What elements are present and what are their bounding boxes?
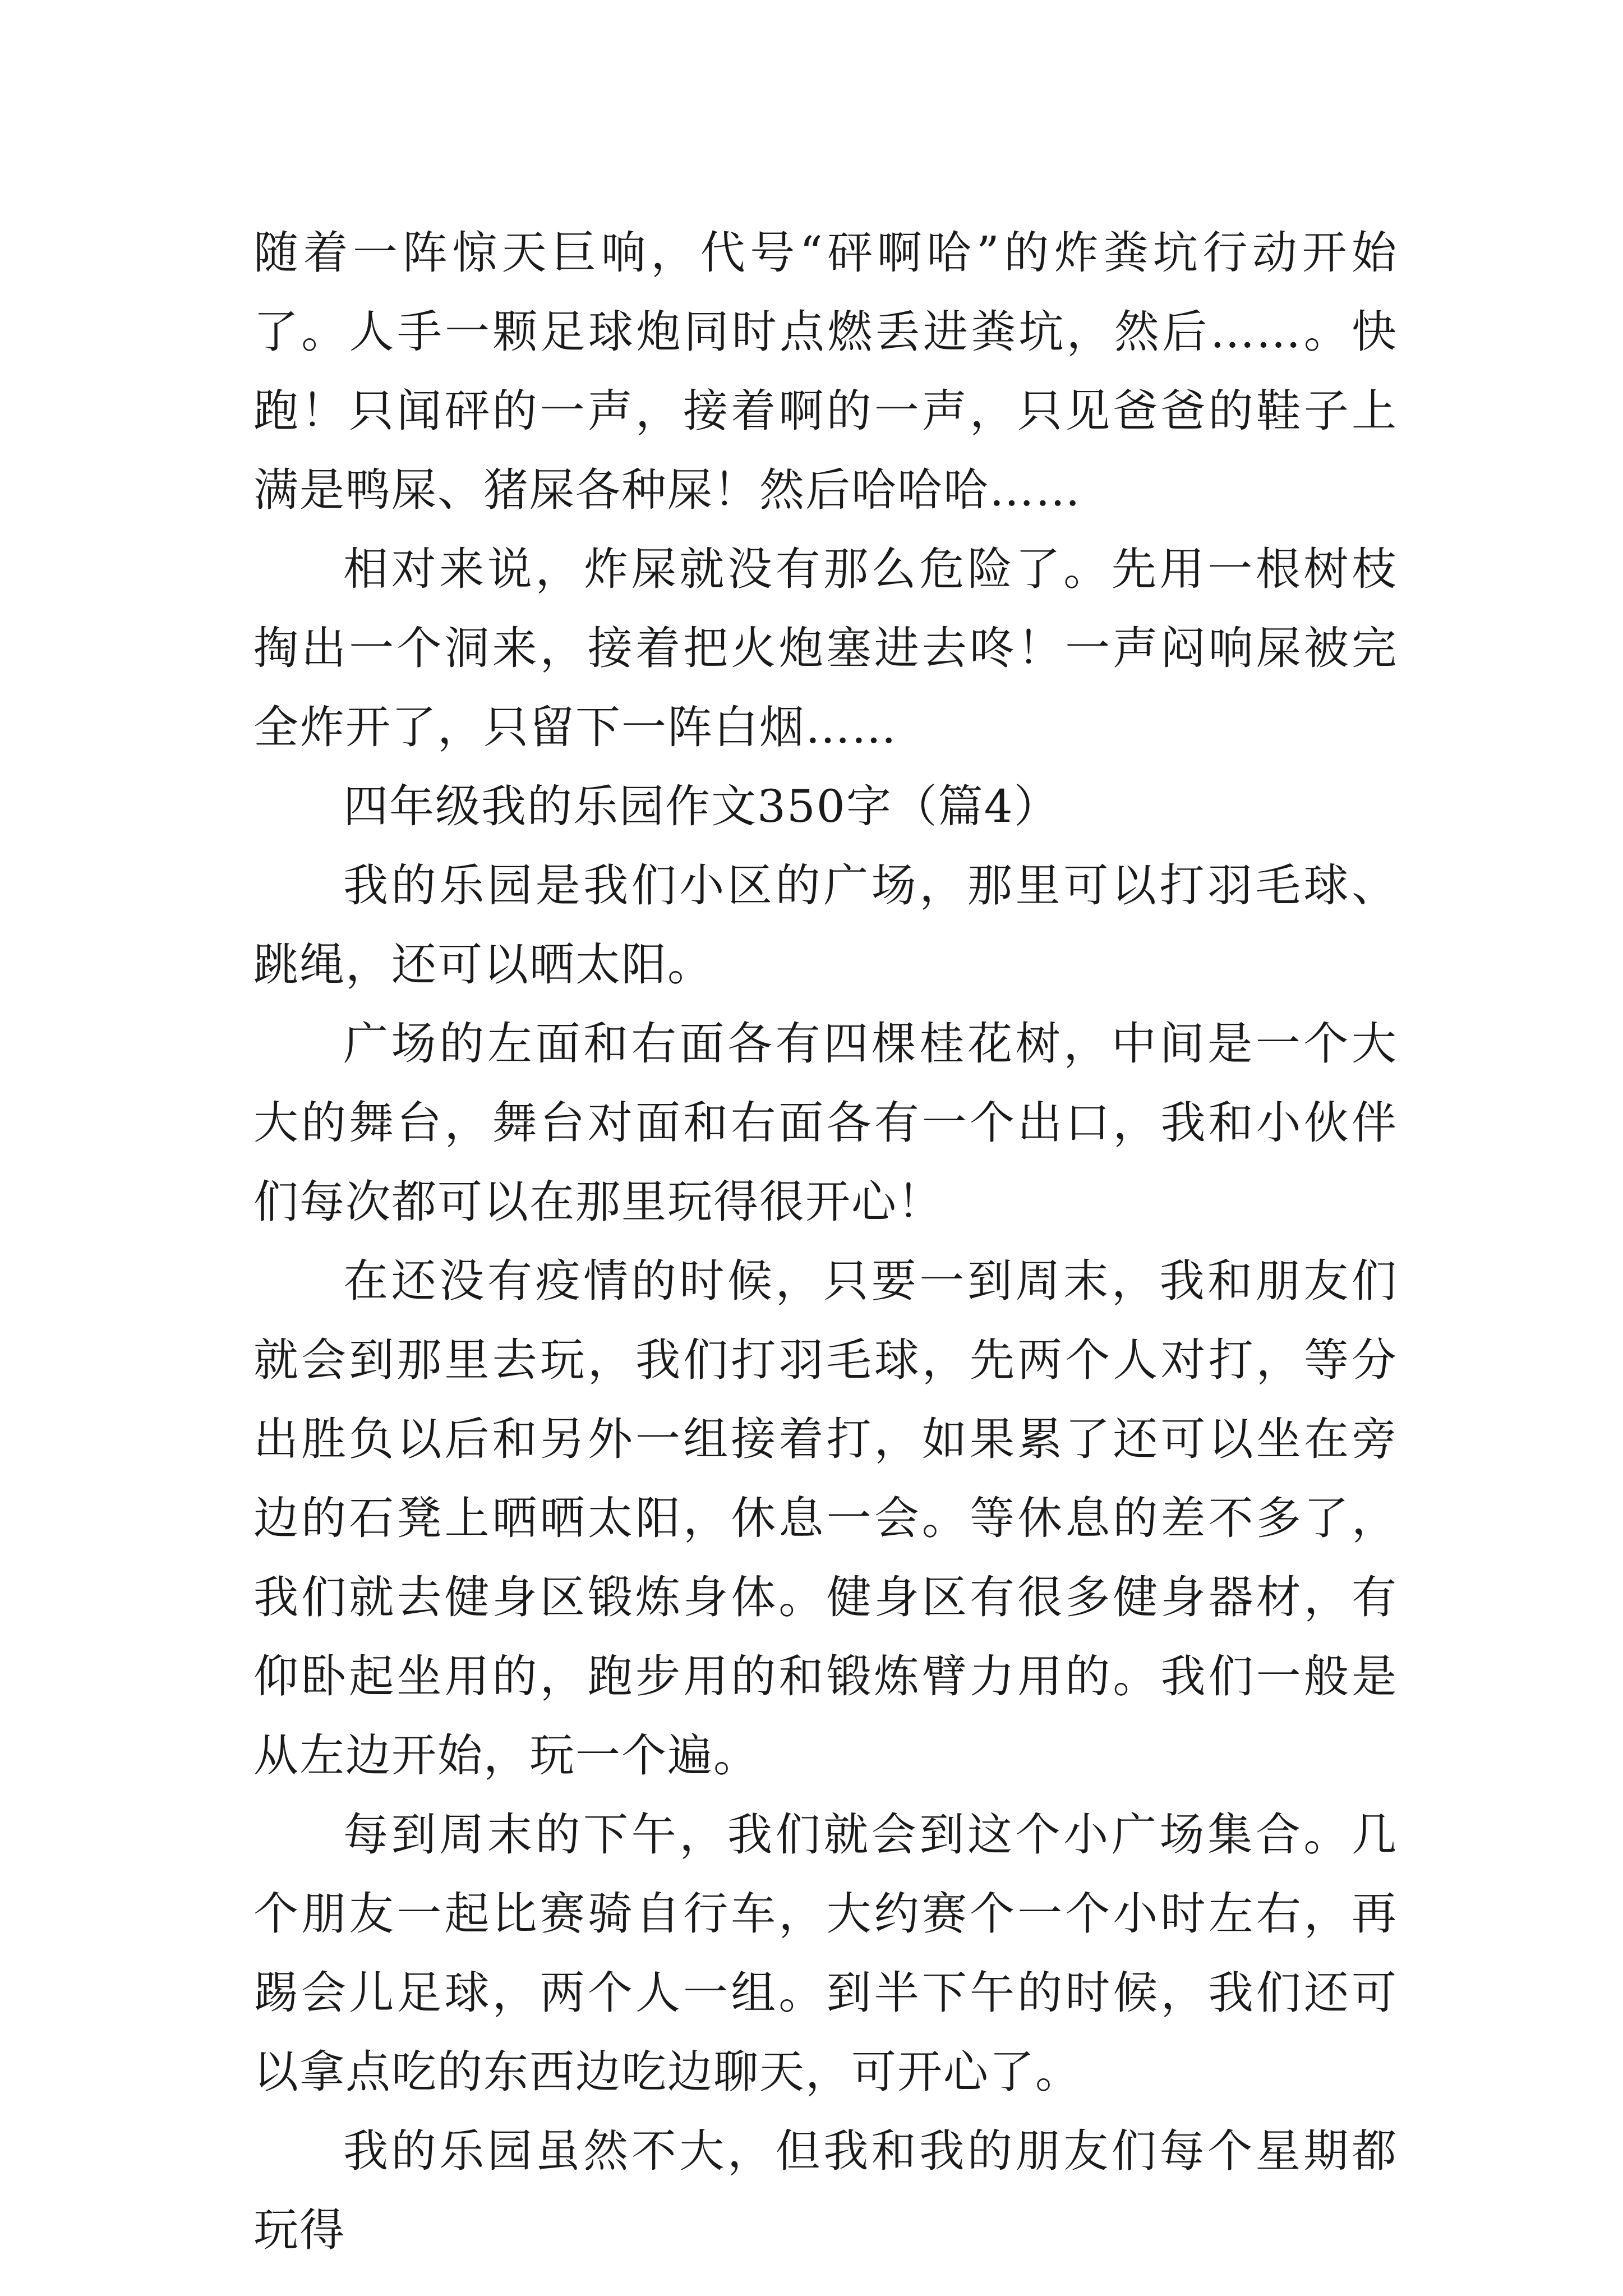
paragraph-4: 广场的左面和右面各有四棵桂花树，中间是一个大大的舞台，舞台对面和右面各有一个出口，我和小伙伴们每次都可以在那里玩得很开心！ [253,1018,1398,1228]
paragraph-3: 我的乐园是我们小区的广场，那里可以打羽毛球、跳绳，还可以晒太阳。 [253,859,1398,991]
paragraph-2: 相对来说，炸屎就没有那么危险了。先用一根树枝掏出一个洞来，接着把火炮塞进去咚！一声闷响屎被完全炸开了，只留下一阵白烟…… [253,543,1398,753]
paragraph-5: 在还没有疫情的时候，只要一到周末，我和朋友们就会到那里去玩，我们打羽毛球，先两个人对打，等分出胜负以后和另外一组接着打，如果累了还可以坐在旁边的石凳上晒晒太阳，休息一会。等休息的差不多了，我们就去健身区锻炼身体。健身区有很多健身器材，有仰卧起坐用的，跑步用的和锻炼臂力用的。我们一般是从左边开始，玩一个遍。 [253,1255,1398,1782]
paragraph-6: 每到周末的下午，我们就会到这个小广场集合。几个朋友一起比赛骑自行车，大约赛个一个小时左右，再踢会儿足球，两个人一组。到半下午的时候，我们还可以拿点吃的东西边吃边聊天，可开心了。 [253,1809,1398,2098]
paragraph-7: 我的乐园虽然不大，但我和我的朋友们每个星期都玩得 [253,2125,1398,2256]
document-body [253,213,1398,2270]
section-heading: 四年级我的乐园作文350字（篇4） [343,780,1060,832]
paragraph-1: 随着一阵惊天巨响，代号“砰啊哈”的炸粪坑行动开始了。人手一颗足球炮同时点燃丢进粪坑，然后……。快跑！只闻砰的一声，接着啊的一声，只见爸爸的鞋子上满是鸭屎、猪屎各种屎！然后哈哈哈…… [253,227,1398,516]
